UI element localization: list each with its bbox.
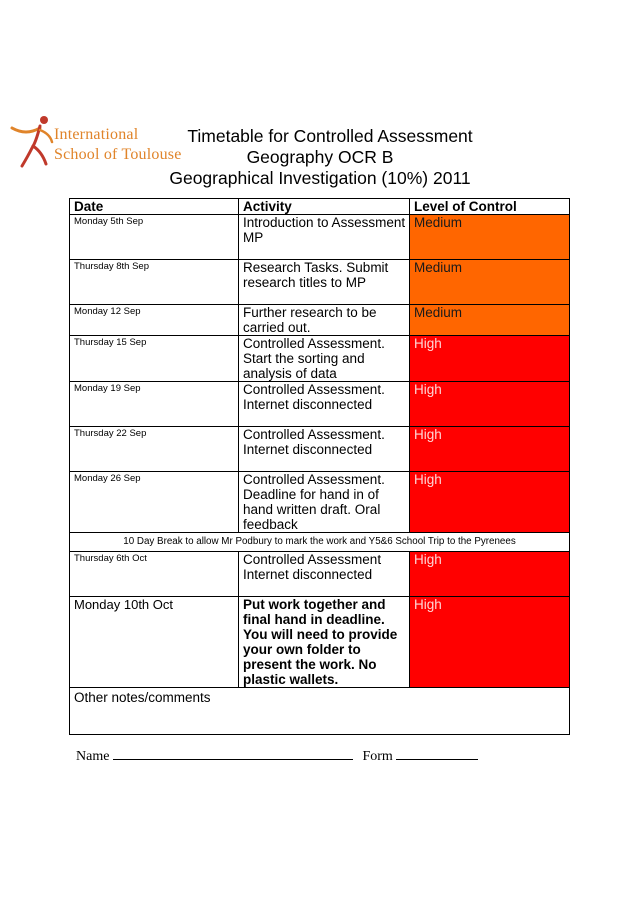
logo-text-line1: International — [54, 126, 139, 143]
row-date: Thursday 8th Sep — [70, 260, 239, 305]
table-row — [70, 597, 570, 688]
row-activity: Further research to be carried out. — [239, 305, 410, 336]
row-level: High — [410, 427, 570, 472]
row-level: Medium — [410, 260, 570, 305]
row-date: Thursday 15 Sep — [70, 336, 239, 382]
row-date: Monday 26 Sep — [70, 472, 239, 533]
table-row — [70, 472, 570, 533]
row-date: Thursday 22 Sep — [70, 427, 239, 472]
table-row — [70, 260, 570, 305]
table-row — [70, 552, 570, 597]
break-note: 10 Day Break to allow Mr Podbury to mark the work and Y5&6 School Trip to the Pyrenees — [70, 533, 570, 552]
table-row — [70, 427, 570, 472]
row-level: High — [410, 382, 570, 427]
name-field[interactable] — [113, 747, 353, 760]
row-activity: Controlled Assessment. Deadline for hand in of hand written draft. Oral feedback — [239, 472, 410, 533]
timetable — [69, 198, 570, 735]
row-date: Monday 19 Sep — [70, 382, 239, 427]
page-title: Timetable for Controlled Assessment — [187, 126, 473, 146]
table-row — [70, 215, 570, 260]
header-activity: Activity — [239, 199, 410, 215]
row-activity: Controlled Assessment. Internet disconnected — [239, 427, 410, 472]
table-row — [70, 305, 570, 336]
row-date: Monday 10th Oct — [70, 597, 239, 688]
row-activity: Controlled Assessment. Start the sorting and analysis of data — [239, 336, 410, 382]
row-level: High — [410, 472, 570, 533]
notes-label: Other notes/comments — [70, 688, 570, 735]
row-activity: Controlled Assessment. Internet disconnected — [239, 382, 410, 427]
row-level: Medium — [410, 305, 570, 336]
row-level: High — [410, 552, 570, 597]
form-field[interactable] — [396, 747, 478, 760]
table-row — [70, 336, 570, 382]
row-activity: Controlled Assessment Internet disconnected — [239, 552, 410, 597]
table-header-row — [70, 199, 570, 215]
row-activity: Introduction to Assessment MP — [239, 215, 410, 260]
table-row — [70, 382, 570, 427]
row-activity: Research Tasks. Submit research titles to MP — [239, 260, 410, 305]
row-level: High — [410, 597, 570, 688]
break-note-row — [70, 533, 570, 552]
row-level: Medium — [410, 215, 570, 260]
row-date: Monday 12 Sep — [70, 305, 239, 336]
dancer-figure-icon — [6, 114, 56, 170]
form-label: Form — [362, 749, 393, 764]
notes-row — [70, 688, 570, 735]
page-subtitle: Geography OCR B — [246, 147, 394, 167]
page-subtitle-2: Geographical Investigation (10%) 2011 — [169, 168, 471, 188]
name-label: Name — [76, 749, 110, 764]
row-date: Thursday 6th Oct — [70, 552, 239, 597]
row-date: Monday 5th Sep — [70, 215, 239, 260]
header-date: Date — [70, 199, 239, 215]
logo-text-line2: School of Toulouse — [54, 146, 182, 163]
header-level: Level of Control — [410, 199, 570, 215]
row-level: High — [410, 336, 570, 382]
signature-line — [76, 747, 478, 765]
row-activity: Put work together and final hand in deadline. You will need to provide your own folder to present the work. No plastic wallets. — [239, 597, 410, 688]
